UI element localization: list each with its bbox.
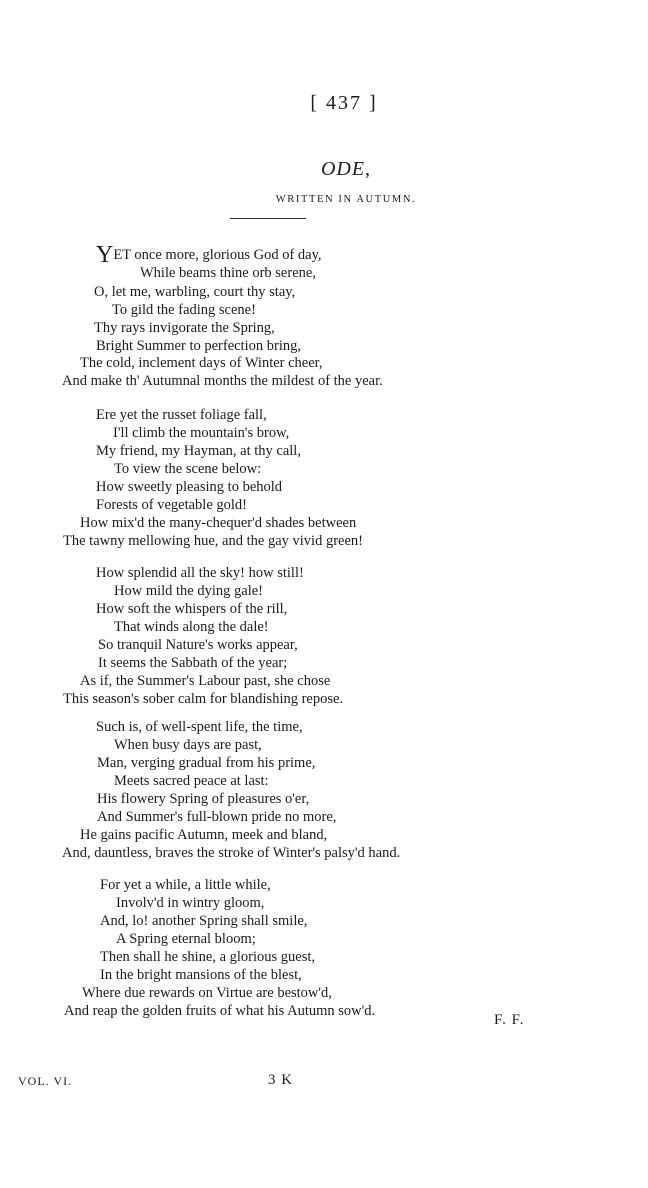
poem-line: How mix'd the many-chequer'd shades between (80, 515, 357, 531)
poem-line: It seems the Sabbath of the year; (98, 655, 288, 671)
poem-line: Then shall he shine, a glorious guest, (100, 949, 316, 965)
poem-title: ODE, (320, 158, 372, 180)
poem-line: And, lo! another Spring shall smile, (100, 913, 308, 929)
poem-line: His flowery Spring of pleasures o'er, (97, 791, 310, 807)
poem-line: Meets sacred peace at last: (114, 773, 269, 789)
poem-line: He gains pacific Autumn, meek and bland, (80, 827, 328, 843)
poem-line: Thy rays invigorate the Spring, (94, 320, 275, 336)
poem-line: And, dauntless, braves the stroke of Winter's palsy'd hand. (62, 845, 401, 861)
poem-line: How soft the whispers of the rill, (96, 601, 288, 617)
poem-line: And make th' Autumnal months the mildest of the year. (62, 373, 383, 389)
poem-line: A Spring eternal bloom; (116, 931, 256, 947)
poem-line: While beams thine orb serene, (140, 265, 316, 281)
page-number: [ 437 ] (310, 92, 378, 114)
poem-line: For yet a while, a little while, (100, 877, 271, 893)
poem-line: Bright Summer to perfection bring, (96, 338, 301, 354)
footer-signature-mark: 3 K (268, 1072, 294, 1088)
poem-line: I'll climb the mountain's brow, (113, 425, 290, 441)
poem-line: YET once more, glorious God of day, (96, 242, 322, 268)
poem-line: The tawny mellowing hue, and the gay vivid green! (63, 533, 363, 549)
poem-line: So tranquil Nature's works appear, (98, 637, 298, 653)
poem-line: In the bright mansions of the blest, (100, 967, 302, 983)
poem-line: Such is, of well-spent life, the time, (96, 719, 303, 735)
poem-line: Involv'd in wintry gloom, (116, 895, 265, 911)
poem-line: And Summer's full-blown pride no more, (97, 809, 337, 825)
poem-line: Forests of vegetable gold! (96, 497, 248, 513)
poem-line: Man, verging gradual from his prime, (97, 755, 316, 771)
author-signature: F. F. (494, 1012, 525, 1028)
poem-line: To gild the fading scene! (112, 302, 256, 318)
poem-line: How mild the dying gale! (114, 583, 264, 599)
poem-line: This season's sober calm for blandishing repose. (63, 691, 344, 707)
poem-line: The cold, inclement days of Winter cheer, (80, 355, 323, 371)
poem-line: How sweetly pleasing to behold (96, 479, 283, 495)
poem-line: Ere yet the russet foliage fall, (96, 407, 267, 423)
poem-line: My friend, my Hayman, at thy call, (96, 443, 301, 459)
title-rule (230, 218, 306, 219)
poem-line: That winds along the dale! (114, 619, 269, 635)
poem-subtitle: WRITTEN IN AUTUMN. (275, 194, 417, 205)
poem-line: To view the scene below: (114, 461, 262, 477)
poem-line: And reap the golden fruits of what his Autumn sow'd. (64, 1003, 376, 1019)
poem-line: Where due rewards on Virtue are bestow'd, (82, 985, 332, 1001)
poem-line: When busy days are past, (114, 737, 262, 753)
poem-line: How splendid all the sky! how still! (96, 565, 304, 581)
drop-cap: Y (96, 242, 114, 268)
poem-line: O, let me, warbling, court thy stay, (94, 284, 296, 300)
poem-line: As if, the Summer's Labour past, she chose (80, 673, 331, 689)
footer-volume: VOL. VI. (18, 1074, 73, 1088)
